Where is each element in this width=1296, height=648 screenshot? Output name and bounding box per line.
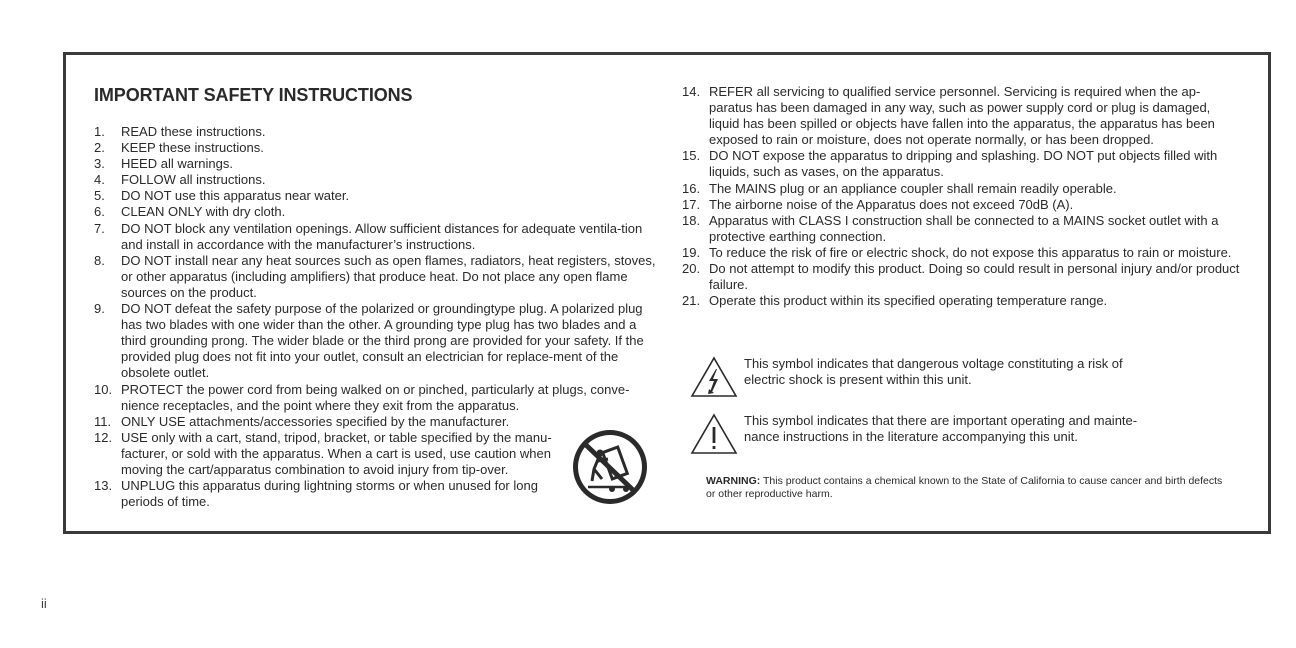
item-number: 16. (682, 180, 701, 196)
item-number: 8. (94, 252, 105, 268)
item-number: 9. (94, 301, 105, 317)
list-item (94, 204, 659, 220)
item-number: 19. (682, 244, 701, 260)
list-item (94, 124, 659, 140)
cart-tip-over-warning-icon (572, 429, 648, 505)
item-number: 2. (94, 140, 105, 156)
list-item (94, 172, 659, 188)
list-item (682, 197, 1242, 213)
item-text: DO NOT block any ventilation openings. Allow sufficient distances for adequate ventila-tion and install in accordance with the manufacturer’s instructions. (121, 220, 643, 252)
list-item (682, 148, 1242, 180)
item-text: To reduce the risk of fire or electric shock, do not expose this apparatus to rain or moisture. (709, 244, 1232, 260)
warning-text: This product contains a chemical known to the State of California to cause cancer and birth defects or other reproductive harm. (706, 475, 1223, 501)
item-text: USE only with a cart, stand, tripod, bracket, or table specified by the manu-facturer, or sold with the apparatus. When a cart is used, use caution when moving the cart/apparatus combination to avoid injury from tip-over. (121, 429, 552, 477)
item-number: 13. (94, 478, 113, 494)
item-text: UNPLUG this apparatus during lightning storms or when unused for long periods of time. (121, 478, 538, 510)
item-text: Apparatus with CLASS I construction shall be connected to a MAINS socket outlet with a protective earthing connection. (709, 212, 1219, 244)
item-number: 15. (682, 148, 701, 164)
item-text: REFER all servicing to qualified service personnel. Servicing is required when the ap-paratus has been damaged in any way, such as power supply cord or plug is damaged, liquid has been spilled or objects have fallen into the apparatus, the apparatus has been exposed to rain or moisture, does not operate normally, or has been dropped. (709, 84, 1215, 148)
attention-symbol-text: This symbol indicates that there are important operating and mainte-nance instructions in the literature accompanying this unit. (744, 413, 1138, 445)
item-number: 20. (682, 261, 701, 277)
lightning-bolt-triangle-icon (690, 356, 738, 398)
item-number: 4. (94, 172, 105, 188)
safety-list-right (682, 84, 1242, 309)
list-item (682, 245, 1242, 261)
item-text: CLEAN ONLY with dry cloth. (121, 204, 286, 220)
list-item (682, 261, 1242, 293)
list-item (94, 382, 659, 414)
item-text: Operate this product within its specified operating temperature range. (709, 293, 1108, 309)
list-item (94, 156, 659, 172)
item-number: 10. (94, 381, 113, 397)
warning-label: WARNING: (706, 475, 761, 487)
item-text: DO NOT defeat the safety purpose of the polarized or groundingtype plug. A polarized plug has two blades with one wider than the other. A grounding type plug has two blades and a third grounding prong. The wider blade or the third prong are provided for your safety. If the provided plug does not fit into your outlet, consult an electrician for replace-ment of the obsolete outlet. (121, 301, 644, 381)
list-item (94, 221, 659, 253)
item-text: HEED all warnings. (121, 156, 233, 172)
page-title: IMPORTANT SAFETY INSTRUCTIONS (94, 85, 413, 105)
voltage-symbol-text: This symbol indicates that dangerous voltage constituting a risk of electric shock is present within this unit. (744, 356, 1123, 388)
exclamation-triangle-icon (690, 413, 738, 455)
item-number: 18. (682, 212, 701, 228)
list-item (94, 301, 659, 381)
item-text: DO NOT install near any heat sources such as open flames, radiators, heat registers, stoves, or other apparatus (including amplifiers) that produce heat. Do not place any open flame sources on the product. (121, 252, 656, 300)
item-text: PROTECT the power cord from being walked on or pinched, particularly at plugs, conve-nience receptacles, and the point where they exit from the apparatus. (121, 381, 630, 413)
item-number: 7. (94, 220, 105, 236)
item-text: The airborne noise of the Apparatus does not exceed 70dB (A). (709, 196, 1074, 212)
page-number: ii (41, 596, 47, 611)
list-item (94, 253, 659, 301)
item-number: 1. (94, 124, 105, 139)
item-text: FOLLOW all instructions. (121, 172, 266, 188)
item-number: 3. (94, 156, 105, 172)
list-item (682, 213, 1242, 245)
list-item (682, 84, 1242, 148)
item-number: 12. (94, 429, 113, 445)
list-item (94, 414, 659, 430)
item-text: KEEP these instructions. (121, 140, 264, 156)
item-number: 14. (682, 84, 701, 99)
item-number: 6. (94, 204, 105, 220)
item-text: ONLY USE attachments/accessories specified by the manufacturer. (121, 413, 510, 429)
item-text: The MAINS plug or an appliance coupler shall remain readily operable. (709, 180, 1117, 196)
item-number: 21. (682, 293, 701, 309)
item-number: 11. (94, 413, 112, 429)
california-warning (706, 475, 1226, 501)
list-item (94, 188, 659, 204)
list-item (682, 293, 1242, 309)
item-text: DO NOT expose the apparatus to dripping and splashing. DO NOT put objects filled with liquids, such as vases, on the apparatus. (709, 148, 1218, 180)
list-item (682, 181, 1242, 197)
item-text: READ these instructions. (121, 124, 266, 139)
item-text: DO NOT use this apparatus near water. (121, 188, 350, 204)
item-text: Do not attempt to modify this product. Doing so could result in personal injury and/or product failure. (709, 261, 1240, 293)
item-number: 17. (682, 196, 701, 212)
list-item (94, 140, 659, 156)
item-number: 5. (94, 188, 105, 204)
